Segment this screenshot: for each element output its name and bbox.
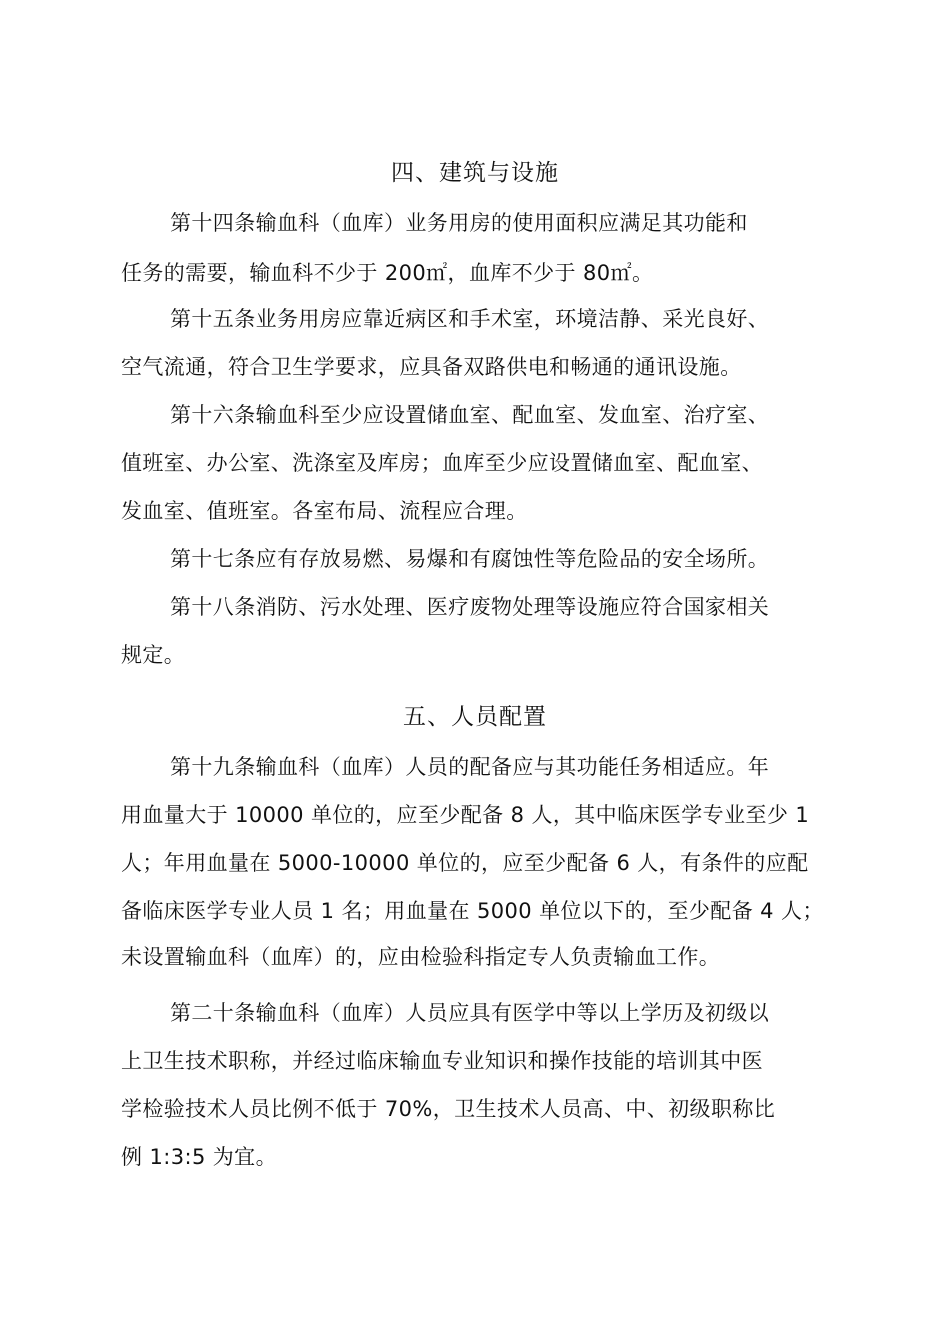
section-heading-staffing: 五、人员配置 bbox=[403, 704, 547, 730]
article-19-line-5: 未设置输血科（血库）的，应由检验科指定专人负责输血工作。 bbox=[121, 945, 721, 969]
section-heading-buildings: 四、建筑与设施 bbox=[391, 160, 559, 186]
article-18-line-1: 第十八条消防、污水处理、医疗废物处理等设施应符合国家相关 bbox=[170, 595, 770, 619]
article-17-line-1: 第十七条应有存放易燃、易爆和有腐蚀性等危险品的安全场所。 bbox=[170, 547, 770, 571]
article-20-line-1: 第二十条输血科（血库）人员应具有医学中等以上学历及初级以 bbox=[170, 1001, 770, 1025]
article-19-line-1: 第十九条输血科（血库）人员的配备应与其功能任务相适应。年 bbox=[170, 755, 770, 779]
article-16-line-1: 第十六条输血科至少应设置储血室、配血室、发血室、治疗室、 bbox=[170, 403, 770, 427]
article-16-line-2: 值班室、办公室、洗涤室及库房；血库至少应设置储血室、配血室、 bbox=[121, 451, 763, 475]
article-18-line-2: 规定。 bbox=[121, 643, 186, 667]
article-19-line-4: 备临床医学专业人员 1 名；用血量在 5000 单位以下的，至少配备 4 人； bbox=[121, 899, 824, 923]
article-14-line-2: 任务的需要，输血科不少于 200㎡，血库不少于 80㎡。 bbox=[121, 261, 654, 285]
article-20-line-4: 例 1:3:5 为宜。 bbox=[121, 1145, 277, 1169]
article-20-line-3: 学检验技术人员比例不低于 70%，卫生技术人员高、中、初级职称比 bbox=[121, 1097, 776, 1121]
article-19-line-3: 人；年用血量在 5000-10000 单位的，应至少配备 6 人，有条件的应配 bbox=[121, 851, 809, 875]
article-15-line-1: 第十五条业务用房应靠近病区和手术室，环境洁静、采光良好、 bbox=[170, 307, 770, 331]
article-15-line-2: 空气流通，符合卫生学要求，应具备双路供电和畅通的通讯设施。 bbox=[121, 355, 742, 379]
article-16-line-3: 发血室、值班室。各室布局、流程应合理。 bbox=[121, 499, 528, 523]
article-14-line-1: 第十四条输血科（血库）业务用房的使用面积应满足其功能和 bbox=[170, 211, 748, 235]
article-20-line-2: 上卫生技术职称，并经过临床输血专业知识和操作技能的培训其中医 bbox=[121, 1049, 763, 1073]
article-19-line-2: 用血量大于 10000 单位的，应至少配备 8 人，其中临床医学专业至少 1 bbox=[121, 803, 810, 827]
